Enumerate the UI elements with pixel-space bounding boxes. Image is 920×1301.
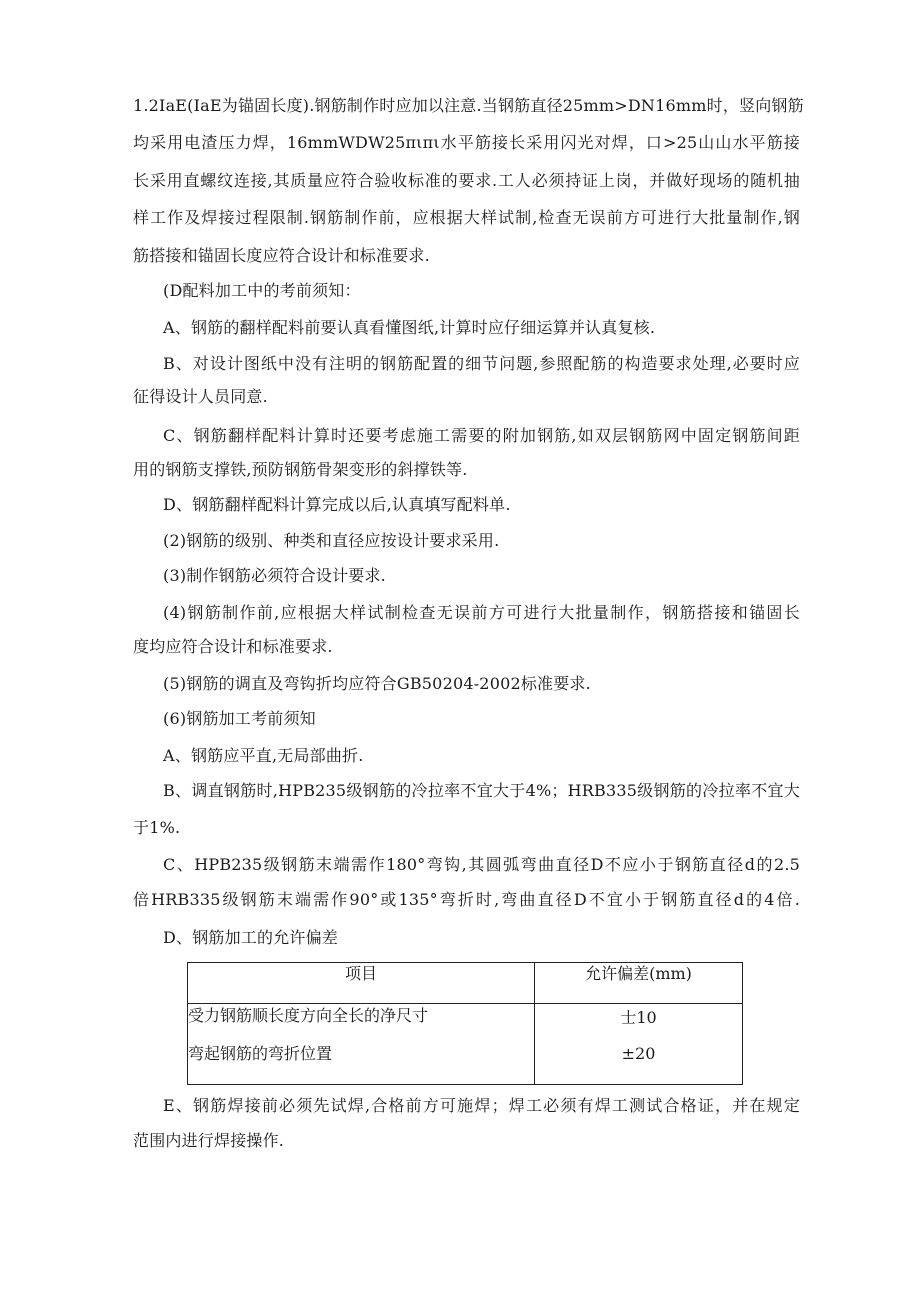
item-e-line-2: 范围内进行焊接操作. <box>133 1131 285 1150</box>
table-header-row <box>188 963 743 1004</box>
table-tolerances-cell <box>535 1004 743 1085</box>
clause-6: (6)钢筋加工考前须知 <box>163 709 316 728</box>
item-b-line-1: B、对设计图纸中没有注明的钢筋配置的细节问题,参照配筋的构造要求处理,必要时应 <box>163 354 800 373</box>
table-row-2-tolerance: ±20 <box>621 1044 656 1063</box>
table-items-cell <box>188 1004 535 1085</box>
item-c2-line-2: 倍HRB335级钢筋末端需作90°或135°弯折时,弯曲直径D不宜小于钢筋直径d的4倍. <box>133 890 800 909</box>
item-b2-line-1: B、调直钢筋时,HPB235级钢筋的冷拉率不宜大于4%；HRB335级钢筋的冷拉率不宜大 <box>163 781 800 800</box>
paragraph-1-line-1: 1.2IaE(IaE为锚固长度).钢筋制作时应加以注意.当钢筋直径25mm>DN16mm时，竖向钢筋 <box>133 96 804 115</box>
item-d-line-1: D、钢筋翻样配料计算完成以后,认真填写配料单. <box>163 495 511 514</box>
paragraph-1-line-5: 筋搭接和锚固长度应符合设计和标准要求. <box>133 246 430 265</box>
tolerance-table <box>187 962 743 1085</box>
clause-5: (5)钢筋的调直及弯钩折均应符合GB50204-2002标准要求. <box>163 674 591 693</box>
table-header-tolerance: 允许偏差(mm) <box>535 963 743 1004</box>
table-row-1-tolerance: 士10 <box>620 1008 657 1027</box>
table-body-row <box>188 1004 743 1085</box>
item-c2-line-1: C、HPB235级钢筋末端需作180°弯钩,其圆弧弯曲直径D不应小于钢筋直径d的2.5 <box>163 855 800 874</box>
item-d2-line-1: D、钢筋加工的允许偏差 <box>163 928 339 947</box>
clause-3: (3)制作钢筋必须符合设计要求. <box>163 566 386 585</box>
clause-2: (2)钢筋的级别、种类和直径应按设计要求采用. <box>163 531 500 550</box>
item-a-line-1: A、钢筋的翻样配料前要认真看懂图纸,计算时应仔细运算并认真复核. <box>163 318 656 337</box>
paragraph-1-line-3: 长采用直螺纹连接,其质量应符合验收标准的要求.工人必须持证上岗，并做好现场的随机抽 <box>133 171 800 190</box>
item-a2-line-1: A、钢筋应平直,无局部曲折. <box>163 746 364 765</box>
paragraph-1-line-2: 均采用电渣压力焊，16mmWDW25πιπι水平筋接长采用闪光对焊，口>25山山水平筋接 <box>133 133 800 152</box>
paragraph-1-line-4: 样工作及焊接过程限制.钢筋制作前，应根据大样试制,检查无误前方可进行大批量制作,钢 <box>133 208 800 227</box>
clause-4-line-2: 度均应符合设计和标准要求. <box>133 637 333 656</box>
table-row-2-item: 弯起钢筋的弯折位置 <box>188 1044 333 1063</box>
item-e-line-1: E、钢筋焊接前必须先试焊,合格前方可施焊；焊工必须有焊工测试合格证，并在规定 <box>163 1096 800 1115</box>
table-header-item: 项目 <box>188 963 535 1004</box>
item-b-line-2: 征得设计人员同意. <box>133 387 268 406</box>
section-heading-1: (D配料加工中的考前须知： <box>163 281 361 300</box>
item-c-line-2: 用的钢筋支撑铁,预防钢筋骨架变形的斜撑铁等. <box>133 460 468 479</box>
item-c-line-1: C、钢筋翻样配料计算时还要考虑施工需要的附加钢筋,如双层钢筋网中固定钢筋间距 <box>163 426 800 445</box>
clause-4-line-1: (4)钢筋制作前,应根据大样试制检查无误前方可进行大批量制作，钢筋搭接和锚固长 <box>163 603 800 622</box>
item-b2-line-2: 于1%. <box>133 818 181 837</box>
table-row-1-item: 受力钢筋顺长度方向全长的净尺寸 <box>188 1006 429 1025</box>
